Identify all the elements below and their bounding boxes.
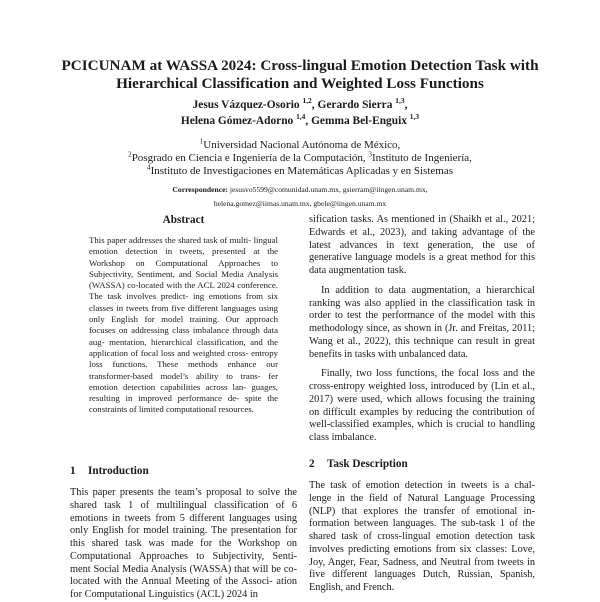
body-paragraph	[309, 285, 535, 362]
author-separator: ,	[305, 115, 312, 127]
body-paragraph	[309, 368, 535, 445]
affiliation-line-1	[40, 139, 560, 152]
author-affil-marker: 1,2	[302, 96, 312, 106]
body-line: Spanish, English, and French.	[309, 569, 535, 593]
abstract-line: guages, resulting in improved performance de-	[89, 381, 279, 404]
paper-title	[40, 57, 560, 93]
section-heading-task-description	[309, 457, 408, 471]
affiliations	[40, 139, 560, 178]
body-line: the training on difficult examples by reducing the	[309, 393, 536, 418]
affil-marker: 3	[368, 150, 372, 159]
abstract-line: addressing class imbalance through data aug-	[89, 325, 278, 347]
introduction-body	[70, 487, 297, 602]
author-name: Jesus Vázquez-Osorio	[192, 99, 300, 111]
author-list	[40, 97, 560, 129]
body-line: (NLP) that explores the transfer of emotional in-	[309, 505, 535, 517]
body-line: formation between languages. The sub-task 1 of	[309, 518, 518, 530]
body-line: ation for Computational Linguistics (ACL) 2024 in	[70, 576, 297, 600]
body-line: of the latest advances in text generation, the use of	[309, 226, 535, 251]
abstract-line: fer emotion detection capabilities across lan-	[89, 370, 278, 392]
body-line: The task of emotion detection in tweets is a chal-	[309, 480, 535, 491]
abstract-line: our transformer-based model’s ability to trans-	[89, 359, 278, 381]
abstract-line: to Subjectivity, Sentiment, and Social Media	[89, 257, 279, 279]
abstract-line: at the Workshop on Computational Approaches	[89, 246, 279, 268]
body-paragraph	[70, 487, 297, 602]
author-line-2	[40, 113, 560, 129]
abstract-line: Analysis (WASSA) co-located with the ACL	[89, 268, 278, 291]
body-line: the shared task 1 of multilingual classification of 6	[70, 487, 297, 511]
affiliation-line-3	[40, 165, 560, 178]
author-name: Gemma Bel-Enguix	[311, 115, 407, 127]
body-line: 2011; Wang et al., 2022), this technique can result	[309, 323, 536, 347]
abstract-line: 2024 conference. The task involves predict-	[89, 280, 279, 302]
section-number: 2	[309, 458, 315, 470]
affiliation: Universidad Nacional Autónoma de México,	[203, 139, 401, 151]
affiliation: Posgrado en Ciencia e Ingeniería de la Computación,	[131, 152, 369, 164]
author-line-1	[40, 97, 560, 113]
task-description-body	[309, 480, 535, 595]
correspondence-label: Correspondence:	[172, 185, 228, 194]
body-paragraph	[309, 214, 535, 278]
abstract-line: entropy loss functions. These methods enhance	[89, 347, 278, 370]
body-line: et al., 2017) were used, which allows focusing	[309, 381, 535, 405]
section-heading-introduction	[70, 464, 149, 478]
body-line: Computational Approaches to Subjectivity, Senti-	[70, 550, 297, 562]
author-name: Gerardo Sierra	[317, 99, 393, 111]
affiliation-line-2	[40, 152, 560, 165]
author-name: Helena Gómez-Adorno	[180, 115, 294, 127]
body-line: tweets in five different languages Dutch, Russian,	[309, 556, 536, 581]
body-line: only English for model training. The presentation	[70, 525, 282, 537]
title-line-1: PCICUNAM at WASSA 2024: Cross-lingual Emotion Detection Task with	[61, 57, 539, 74]
body-line: the shared task of cross-lingual emotion detection	[309, 518, 536, 542]
author-separator: ,	[404, 99, 408, 111]
body-line: ment Social Media Analysis (WASSA) that will be	[70, 563, 281, 575]
abstract-heading: Abstract	[162, 214, 205, 226]
abstract-paragraph	[89, 235, 278, 416]
body-paragraph	[309, 480, 535, 595]
body-line: cross-entropy weighted loss, introduced by (Lin	[309, 381, 509, 392]
abstract-line: lingual emotion detection in tweets, presented	[89, 235, 278, 257]
body-line: Love, Joy, Anger, Fear, Sadness, and Neutral from	[309, 543, 536, 568]
abstract-line: This paper addresses the shared task of multi-	[89, 235, 252, 245]
body-line: task involves predicting emotions from six classes:	[309, 531, 535, 555]
author-affil-marker: 1,3	[395, 96, 405, 106]
body-line: crucial to handling class imbalance.	[309, 419, 535, 443]
affiliation: Instituto de Ingeniería,	[372, 152, 472, 164]
body-line: for this shared task was made for the Workshop on	[70, 525, 297, 549]
correspondence-line-1	[40, 183, 560, 197]
body-line: in great benefits in tasks with unbalanced data.	[309, 335, 535, 360]
body-line: Finally, two loss functions, the focal loss and the	[321, 368, 535, 380]
correspondence-emails: jesusvo5599@comunidad.unam.mx, gsierram@iingen.unam.mx,	[227, 185, 428, 194]
abstract-line: ing emotions from six classes in tweets from	[89, 291, 278, 313]
body-line: co-located with the Annual Meeting of the Associ-	[70, 563, 298, 588]
abstract-line: resources.	[218, 404, 254, 415]
affil-marker: 4	[146, 163, 151, 172]
body-line: sification tasks. As mentioned in (Shaikh et al.,	[309, 214, 509, 225]
section-title: Task Description	[327, 458, 408, 470]
section-title: Introduction	[88, 465, 149, 477]
right-column-body	[309, 214, 535, 445]
abstract-line: five different languages using only English	[89, 302, 278, 325]
body-line: emotions in tweets from 5 different languages using	[70, 512, 297, 524]
abstract-line: spite the constraints of limited computational	[89, 393, 279, 415]
author-separator: ,	[311, 99, 318, 111]
correspondence-line-2: helena.gomez@iimas.unam.mx, gbele@iingen.unam.mx	[213, 198, 387, 208]
correspondence	[40, 183, 560, 210]
affil-marker: 1	[199, 137, 204, 146]
body-line: ranking was also applied in the classification task in	[309, 297, 535, 309]
body-line: 2021; Edwards et al., 2023), and taking advantage	[309, 214, 535, 238]
author-affil-marker: 1,3	[409, 112, 420, 122]
abstract-line: application of focal loss and weighted cross-	[89, 347, 249, 358]
body-line: this data augmentation task.	[309, 252, 536, 276]
body-line: order to test the performance of the model with this	[309, 310, 535, 322]
affil-marker: 2	[128, 150, 132, 159]
abstract-line: mentation, hierarchical classification, and the	[109, 336, 278, 347]
body-line: methodology since, as shown in (Jr. and Freitas,	[309, 323, 510, 334]
section-number: 1	[70, 465, 76, 477]
affiliation: Instituto de Investigaciones en Matemáticas Aplicadas y en Sistemas	[150, 165, 453, 177]
author-affil-marker: 1,4	[296, 112, 306, 122]
body-line: contribution of well-classified examples, which is	[309, 406, 535, 431]
body-line: In addition to data augmentation, a hierarchical	[321, 284, 535, 296]
body-line: lenge in the field of Natural Language Processing	[309, 492, 535, 504]
body-line: generative language models is a great method for	[309, 252, 517, 264]
body-line: This paper presents the team’s proposal to solve	[70, 487, 281, 498]
abstract-line: for model training. Our approach focuses on	[89, 314, 278, 336]
title-line-2: Hierarchical Classification and Weighted Loss Functions	[116, 75, 484, 92]
abstract-body	[89, 235, 278, 416]
